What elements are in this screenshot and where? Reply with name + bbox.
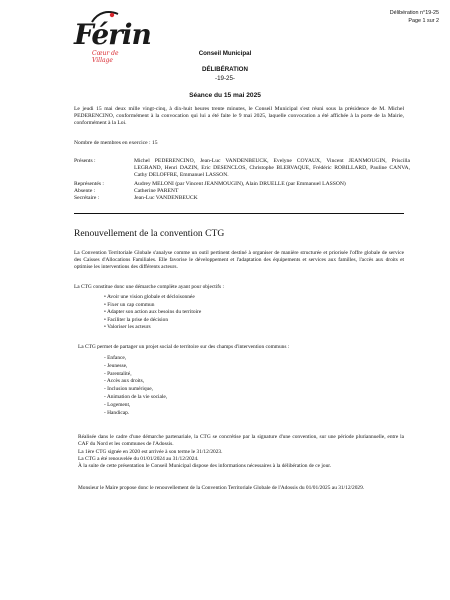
body-paragraph-3: La CTG permet de partager un projet social de territoire sur des champs d'intervention communs : — [78, 344, 290, 350]
logo-name: Férin — [74, 18, 151, 51]
body-paragraph-1: La Convention Territoriale Globale s'analyse comme un outil pertinent destiné à organiser de manière structurée et priorisée l'offre globale de service des Caisses d'Allocations Familiales. Elle favorise le développement et l'adaptation des équipements et services aux familles, l'accès aux droits et optimise les interventions des différents acteurs. — [74, 250, 404, 271]
page-number: Page 1 sur 2 — [408, 18, 439, 24]
attendance-label: Représentés : — [74, 180, 104, 187]
attendance-value: Catherine PARENT — [134, 187, 179, 194]
body-paragraph-4: Réalisée dans le cadre d'une démarche partenariale, la CTG se concrétise par la signature d'une convention, sur une période pluriannuelle, entre la CAF du Nord et les communes de l'Adossis. — [78, 434, 404, 448]
attendance-block — [74, 158, 410, 202]
body-paragraph-8: Monsieur le Maire propose donc le renouvellement de la Convention Territoriale Globale de l'Adossis du 01/01/2025 au 31/12/2029. — [78, 485, 365, 491]
attendance-label: Présents : — [74, 158, 96, 164]
council-title: Conseil Municipal — [198, 50, 252, 57]
list-item: - Logement, — [104, 401, 131, 408]
deliberation-number: Délibération n°19-25 — [389, 10, 439, 16]
attendance-row-absent — [74, 188, 410, 195]
section-title: Renouvellement de la convention CTG — [74, 228, 225, 239]
members-count: Nombre de membres en exercice : 15 — [74, 140, 158, 146]
list-item: - Accès aux droits, — [104, 378, 145, 385]
list-item: • Fixer un cap commun — [104, 302, 201, 310]
attendance-label: Absente : — [74, 187, 96, 194]
body-paragraph-7: À la suite de cette présentation le Conseil Municipal dispose des informations nécessaires à la délibération de ce jour. — [78, 463, 332, 469]
logo-tagline: Cœur de Village — [92, 50, 119, 64]
list-item: • Faciliter la prise de décision — [104, 317, 201, 325]
attendance-value: Michel PEDERENCINO, Jean-Luc VANDENBEUCK, Evelyne COYAUX, Vincent JEANMOUGIN, Priscilla LEGRAND, Henri DAZIN, Eric DESENCLOS, Christophe BLERVAQUE, Frédéric ROBILLARD, Pauline CANVA, Cathy DELOFFRE, Emmanuel LASSON. — [134, 158, 410, 179]
list-item: - Handicap. — [104, 409, 130, 416]
ferin-logo — [74, 8, 151, 68]
attendance-value: Audrey MELONI (par Vincent JEANMOUGIN), Alain DRUELLE (par Emmanuel LASSON) — [134, 180, 346, 187]
objectives-list — [104, 294, 201, 332]
body-paragraph-2: La CTG constitue donc une démarche complète ayant pour objectifs : — [74, 284, 224, 290]
domains-list — [104, 355, 167, 417]
list-item: - Jeunesse, — [104, 362, 128, 369]
attendance-row-present — [74, 158, 410, 180]
list-item: • Adapter son action aux besoins du territoire — [104, 309, 201, 317]
reference-block — [390, 9, 439, 25]
list-item: • Avoir une vision globale et décloisonnée — [104, 294, 201, 302]
deliberation-title: DÉLIBÉRATION — [202, 66, 248, 73]
intro-paragraph: Le jeudi 15 mai deux mille vingt-cinq, à dix-huit heures trente minutes, le Conseil Municipal s'est réuni sous la présidence de M. Michel PEDERENCINO, conformément à la convocation qui lui a été faite le 9 mai 2025, laquelle convocation a été affichée à la porte de la Mairie, conformément à la Loi. — [74, 106, 404, 127]
attendance-label: Secrétaire : — [74, 195, 100, 202]
attendance-value: Jean-Luc VANDENBEUCK — [134, 195, 198, 202]
list-item: - Parentalité, — [104, 370, 132, 377]
attendance-row-secretary — [74, 195, 410, 202]
list-item: - Inclusion numérique, — [104, 386, 153, 393]
body-paragraph-5: La 1ère CTG signée en 2020 est arrivée à son terme le 31/12/2023. — [78, 449, 223, 455]
body-paragraph-6: La CTG a été renouvelée du 01/01/2024 au 31/12/2024. — [78, 456, 199, 462]
list-item: • Valoriser les acteurs — [104, 324, 201, 332]
list-item: - Enfance, — [104, 355, 127, 361]
attendance-row-represented — [74, 181, 410, 188]
list-item: - Animation de la vie sociale, — [104, 393, 168, 400]
deliberation-code: -19-25- — [215, 75, 235, 82]
session-date: Séance du 15 mai 2025 — [189, 92, 261, 99]
divider — [74, 213, 404, 214]
